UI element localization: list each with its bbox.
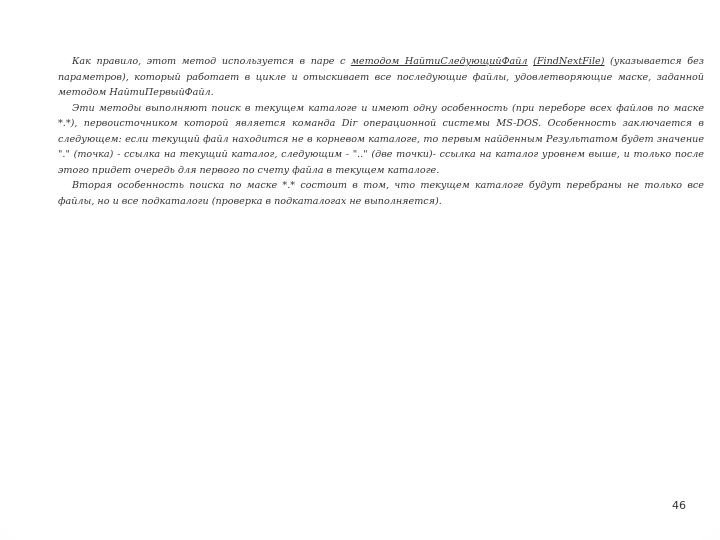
find-next-file-method-link[interactable]: методом НайтиСледующийФайл (350, 56, 528, 67)
paragraph-1-rest: (указывается без параметров), который работает в цикле и отыскивает все последующие файлы, удовлетворяющие маске, заданной методом НайтиПервыйФайл. (58, 56, 704, 98)
find-next-file-english-link[interactable]: (FindNextFile) (533, 56, 605, 67)
page-number: 46 (672, 499, 686, 512)
text-block (58, 54, 704, 209)
paragraph-1-intro: Как правило, этот метод используется в паре с (72, 56, 351, 67)
paragraph-1 (58, 54, 704, 101)
paragraph-2: Эти методы выполняют поиск в текущем каталоге и имеют одну особенность (при переборе всех файлов по маске *.*), первоисточником которой является команда Dir операционной системы MS-DOS. Особенность заключается в следующем: если текущий файл находится не в корневом каталоге, то первым найденным Результатом будет значение "." (точка) - ссылка на текущий каталог, следующим - ".." (две точки)- ссылка на каталог уровнем выше, и только после этого придет очередь для первого по счету файла в текущем каталоге. (58, 102, 704, 176)
paragraph-3: Вторая особенность поиска по маске *.* состоит в том, что текущем каталоге будут перебраны не только все файлы, но и все подкаталоги (проверка в подкаталогах не выполняется). (58, 180, 704, 207)
